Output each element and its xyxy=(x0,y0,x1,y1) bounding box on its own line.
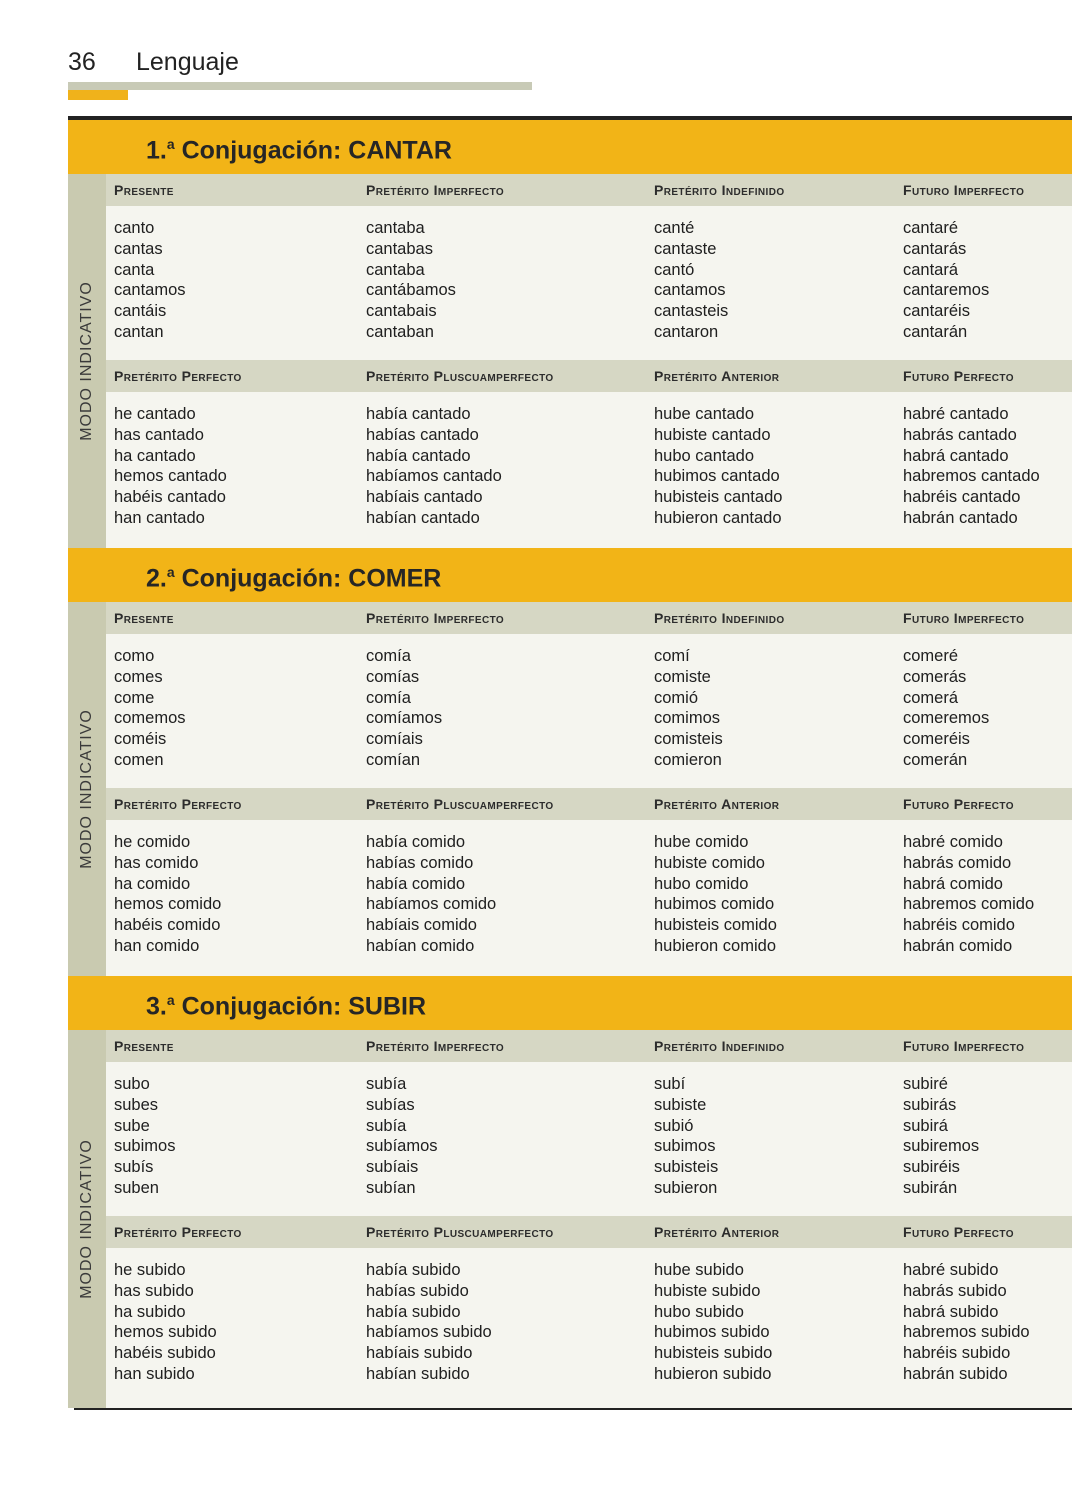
verb-form: habremos cantado xyxy=(903,467,1040,486)
mode-side-bar xyxy=(68,174,106,548)
page-section-title: Lenguaje xyxy=(136,48,239,76)
conjugation-title: 1.$^a$ Conjugación: CANTAR xyxy=(146,136,452,165)
verb-form: habrás cantado xyxy=(903,425,1017,444)
verb-form: habían subido xyxy=(366,1364,470,1383)
verb-form: hubiste comido xyxy=(654,853,765,872)
mode-side-bar xyxy=(68,1030,106,1408)
verb-form: habíais cantado xyxy=(366,488,483,507)
verb-form: hubieron subido xyxy=(654,1364,772,1383)
verb-form: subía xyxy=(366,1116,407,1135)
bottom-rule xyxy=(74,1408,1072,1410)
verb-form: hemos subido xyxy=(114,1323,217,1342)
verb-form: cantará xyxy=(903,260,959,279)
page-number: 36 xyxy=(68,48,96,76)
verb-form: subisteis xyxy=(654,1158,719,1177)
tense-heading: Pretérito Pluscuamperfecto xyxy=(366,368,554,384)
conjugation-title-bar xyxy=(68,976,1072,1030)
verb-form: comíais xyxy=(366,730,423,749)
verb-form: comía xyxy=(366,647,411,665)
verb-form: había cantado xyxy=(366,405,471,423)
verb-form: habías comido xyxy=(366,853,474,872)
conjugation-cantar xyxy=(68,120,1072,548)
tense-heading: Futuro Perfecto xyxy=(903,1224,1014,1240)
verb-form: hubisteis comido xyxy=(654,916,777,935)
verb-form: habéis comido xyxy=(114,916,221,935)
verb-form: habrán cantado xyxy=(903,508,1018,527)
verb-form: habíais comido xyxy=(366,916,477,935)
verb-form: canta xyxy=(114,260,155,279)
verb-form: ha comido xyxy=(114,874,191,893)
verb-form: habéis subido xyxy=(114,1344,216,1363)
verb-form: ha subido xyxy=(114,1302,186,1321)
verb-form: hubiste cantado xyxy=(654,425,771,444)
verb-form: suben xyxy=(114,1178,159,1197)
verb-form: habréis comido xyxy=(903,916,1015,935)
verb-form: hubisteis subido xyxy=(654,1344,773,1363)
verb-forms-list xyxy=(114,646,186,771)
tense-heading: Pretérito Anterior xyxy=(654,1224,780,1240)
verb-forms-list xyxy=(114,1260,217,1385)
compound-tenses xyxy=(106,788,1072,976)
verb-forms-list xyxy=(366,218,456,343)
verb-form: comimos xyxy=(654,709,721,728)
verb-form: hubo comido xyxy=(654,874,749,893)
verb-form: subiremos xyxy=(903,1137,980,1156)
verb-form: he comido xyxy=(114,833,191,851)
tense-header-row xyxy=(106,788,1072,820)
verb-form: habremos comido xyxy=(903,895,1035,914)
verb-form: hubo subido xyxy=(654,1302,744,1321)
verb-form: comeremos xyxy=(903,709,990,728)
verb-form: subías xyxy=(366,1095,415,1114)
verb-form: habremos subido xyxy=(903,1323,1030,1342)
tense-heading: Presente xyxy=(114,610,174,626)
verb-form: habíamos subido xyxy=(366,1323,492,1342)
verb-forms-list xyxy=(903,218,989,343)
conjugation-body xyxy=(106,1030,1072,1408)
verb-form: subieron xyxy=(654,1178,718,1197)
verb-form: comemos xyxy=(114,709,186,728)
conjugation-title: 2.$^a$ Conjugación: COMER xyxy=(146,564,442,593)
verb-form: hubo cantado xyxy=(654,446,755,465)
compound-tenses xyxy=(106,360,1072,548)
verb-form: subirás xyxy=(903,1095,957,1114)
verb-form: hube comido xyxy=(654,833,749,851)
tense-heading: Futuro Imperfecto xyxy=(903,182,1025,198)
verb-form: habré comido xyxy=(903,833,1003,851)
tense-heading: Pretérito Perfecto xyxy=(114,1224,242,1240)
verb-form: subí xyxy=(654,1075,686,1093)
verb-form: subiste xyxy=(654,1095,707,1114)
verb-form: habíais subido xyxy=(366,1344,473,1363)
verb-form: comes xyxy=(114,667,163,686)
tense-heading: Pretérito Pluscuamperfecto xyxy=(366,1224,554,1240)
tense-heading: Futuro Perfecto xyxy=(903,368,1014,384)
verb-forms-list xyxy=(654,404,782,529)
tense-heading: Presente xyxy=(114,1038,174,1054)
tense-header-row xyxy=(106,1216,1072,1248)
verb-form: subes xyxy=(114,1095,159,1114)
verb-form: comía xyxy=(366,688,411,707)
verb-forms-list xyxy=(114,218,186,343)
verb-forms-list xyxy=(366,404,502,529)
verb-form: comen xyxy=(114,750,164,769)
tense-heading: Pretérito Pluscuamperfecto xyxy=(366,796,554,812)
verb-form: subimos xyxy=(654,1137,716,1156)
verb-form: habrá subido xyxy=(903,1302,999,1321)
verb-form: subirá xyxy=(903,1116,948,1135)
verb-form: cantas xyxy=(114,239,163,258)
conjugation-subir xyxy=(68,976,1072,1408)
verb-form: hubiste subido xyxy=(654,1281,761,1300)
verb-form: subirán xyxy=(903,1178,958,1197)
compound-tenses xyxy=(106,1216,1072,1408)
verb-form: habrás subido xyxy=(903,1281,1007,1300)
verb-form: habías cantado xyxy=(366,425,479,444)
mode-label: MODO INDICATIVO xyxy=(78,281,95,441)
verb-form: canto xyxy=(114,219,155,237)
verb-form: habían cantado xyxy=(366,508,480,527)
conjugation-comer xyxy=(68,548,1072,976)
verb-forms-list xyxy=(114,404,227,529)
verb-form: habrán comido xyxy=(903,936,1013,955)
tense-heading: Pretérito Imperfecto xyxy=(366,1038,505,1054)
conjugation-body xyxy=(106,602,1072,976)
verb-form: comió xyxy=(654,688,699,707)
verb-form: cantábamos xyxy=(366,281,456,300)
verb-form: habíamos comido xyxy=(366,895,497,914)
verb-form: habíamos cantado xyxy=(366,467,502,486)
conjugation-tables xyxy=(68,116,1072,1412)
tense-heading: Futuro Imperfecto xyxy=(903,1038,1025,1054)
verb-form: habéis cantado xyxy=(114,488,226,507)
simple-tenses xyxy=(106,1030,1072,1216)
verb-forms-list xyxy=(903,646,989,771)
verb-form: había comido xyxy=(366,874,466,893)
tense-heading: Pretérito Anterior xyxy=(654,368,780,384)
verb-form: habrá cantado xyxy=(903,446,1009,465)
verb-form: subían xyxy=(366,1178,416,1197)
verb-form: has comido xyxy=(114,853,199,872)
verb-form: comerá xyxy=(903,688,959,707)
page-header xyxy=(68,44,538,104)
verb-form: cantaste xyxy=(654,239,717,258)
conjugation-title: 3.$^a$ Conjugación: SUBIR xyxy=(146,992,427,1021)
verb-form: como xyxy=(114,647,155,665)
verb-form: he subido xyxy=(114,1261,186,1279)
verb-form: subía xyxy=(366,1075,407,1093)
verb-forms-list xyxy=(903,404,1040,529)
verb-form: sube xyxy=(114,1116,150,1135)
verb-form: cantaréis xyxy=(903,302,970,321)
verb-form: habrás comido xyxy=(903,853,1012,872)
verb-form: subió xyxy=(654,1116,694,1135)
verb-form: subimos xyxy=(114,1137,176,1156)
header-rule xyxy=(68,82,532,90)
verb-form: cantaban xyxy=(366,322,434,341)
tense-heading: Pretérito Imperfecto xyxy=(366,182,505,198)
verb-form: subiré xyxy=(903,1075,948,1093)
verb-form: comieron xyxy=(654,750,722,769)
verb-forms-list xyxy=(654,832,777,957)
verb-form: comeréis xyxy=(903,730,970,749)
verb-form: cantarás xyxy=(903,239,967,258)
verb-form: come xyxy=(114,688,155,707)
tense-heading: Pretérito Indefinido xyxy=(654,182,785,198)
verb-form: hemos comido xyxy=(114,895,222,914)
verb-form: hubieron comido xyxy=(654,936,776,955)
verb-form: cantaba xyxy=(366,260,425,279)
verb-form: canté xyxy=(654,219,695,237)
verb-form: cantabas xyxy=(366,239,433,258)
mode-label: MODO INDICATIVO xyxy=(78,1139,95,1299)
verb-form: comerás xyxy=(903,667,967,686)
tense-heading: Futuro Perfecto xyxy=(903,796,1014,812)
verb-form: habrán subido xyxy=(903,1364,1008,1383)
verb-form: he cantado xyxy=(114,405,196,423)
verb-form: hube cantado xyxy=(654,405,755,423)
verb-forms-list xyxy=(654,1074,718,1199)
verb-form: cantáis xyxy=(114,302,167,321)
verb-form: cantarán xyxy=(903,322,968,341)
verb-form: coméis xyxy=(114,730,167,749)
conjugation-title-bar xyxy=(68,548,1072,602)
verb-forms-list xyxy=(654,646,723,771)
verb-form: ha cantado xyxy=(114,446,196,465)
verb-form: cantamos xyxy=(654,281,726,300)
verb-form: cantó xyxy=(654,260,695,279)
verb-forms-list xyxy=(366,832,496,957)
verb-form: comisteis xyxy=(654,730,723,749)
verb-forms-list xyxy=(903,1260,1030,1385)
verb-form: subís xyxy=(114,1158,154,1177)
verb-form: comeré xyxy=(903,647,959,665)
tense-header-row xyxy=(106,174,1072,206)
verb-form: has cantado xyxy=(114,425,204,444)
verb-form: comí xyxy=(654,647,690,665)
verb-forms-list xyxy=(366,1260,492,1385)
verb-form: habré cantado xyxy=(903,405,1009,423)
verb-form: subiréis xyxy=(903,1158,960,1177)
simple-tenses xyxy=(106,602,1072,788)
verb-form: han subido xyxy=(114,1364,195,1383)
verb-forms-list xyxy=(903,832,1034,957)
verb-form: hemos cantado xyxy=(114,467,227,486)
tense-header-row xyxy=(106,360,1072,392)
verb-form: habrá comido xyxy=(903,874,1003,893)
verb-form: hubimos subido xyxy=(654,1323,770,1342)
verb-form: habían comido xyxy=(366,936,475,955)
verb-form: cantasteis xyxy=(654,302,729,321)
verb-form: cantan xyxy=(114,322,164,341)
verb-form: cantaba xyxy=(366,219,425,237)
verb-form: cantabais xyxy=(366,302,437,321)
verb-form: hubimos cantado xyxy=(654,467,780,486)
verb-form: cantaré xyxy=(903,219,959,237)
verb-forms-list xyxy=(654,218,728,343)
verb-form: había subido xyxy=(366,1302,461,1321)
verb-form: subíamos xyxy=(366,1137,438,1156)
verb-form: hubieron cantado xyxy=(654,508,782,527)
header-accent-bar xyxy=(68,90,128,100)
verb-forms-list xyxy=(366,1074,438,1199)
tense-header-row xyxy=(106,602,1072,634)
verb-form: hube subido xyxy=(654,1261,744,1279)
verb-form: habréis subido xyxy=(903,1344,1011,1363)
tense-heading: Presente xyxy=(114,182,174,198)
tense-heading: Pretérito Indefinido xyxy=(654,610,785,626)
verb-form: habréis cantado xyxy=(903,488,1021,507)
verb-form: comíamos xyxy=(366,709,443,728)
conjugation-body xyxy=(106,174,1072,548)
verb-form: subo xyxy=(114,1075,150,1093)
verb-form: comerán xyxy=(903,750,968,769)
verb-form: comiste xyxy=(654,667,711,686)
verb-form: comías xyxy=(366,667,420,686)
tense-header-row xyxy=(106,1030,1072,1062)
verb-form: comían xyxy=(366,750,421,769)
verb-forms-list xyxy=(903,1074,979,1199)
verb-form: habré subido xyxy=(903,1261,999,1279)
verb-forms-list xyxy=(366,646,442,771)
tense-heading: Pretérito Perfecto xyxy=(114,796,242,812)
mode-label: MODO INDICATIVO xyxy=(78,709,95,869)
simple-tenses xyxy=(106,174,1072,360)
verb-form: subíais xyxy=(366,1158,419,1177)
tense-heading: Pretérito Imperfecto xyxy=(366,610,505,626)
verb-forms-list xyxy=(654,1260,772,1385)
verb-form: habías subido xyxy=(366,1281,469,1300)
verb-form: hubisteis cantado xyxy=(654,488,783,507)
verb-form: había subido xyxy=(366,1261,461,1279)
verb-form: cantaron xyxy=(654,322,719,341)
verb-form: había cantado xyxy=(366,446,471,465)
verb-form: cantaremos xyxy=(903,281,990,300)
tense-heading: Pretérito Perfecto xyxy=(114,368,242,384)
verb-form: han cantado xyxy=(114,508,205,527)
conjugation-title-bar xyxy=(68,120,1072,174)
verb-forms-list xyxy=(114,1074,175,1199)
verb-form: cantamos xyxy=(114,281,186,300)
verb-form: hubimos comido xyxy=(654,895,775,914)
verb-form: has subido xyxy=(114,1281,194,1300)
tense-heading: Pretérito Indefinido xyxy=(654,1038,785,1054)
verb-form: han comido xyxy=(114,936,200,955)
verb-form: había comido xyxy=(366,833,466,851)
verb-forms-list xyxy=(114,832,221,957)
tense-heading: Pretérito Anterior xyxy=(654,796,780,812)
tense-heading: Futuro Imperfecto xyxy=(903,610,1025,626)
mode-side-bar xyxy=(68,602,106,976)
